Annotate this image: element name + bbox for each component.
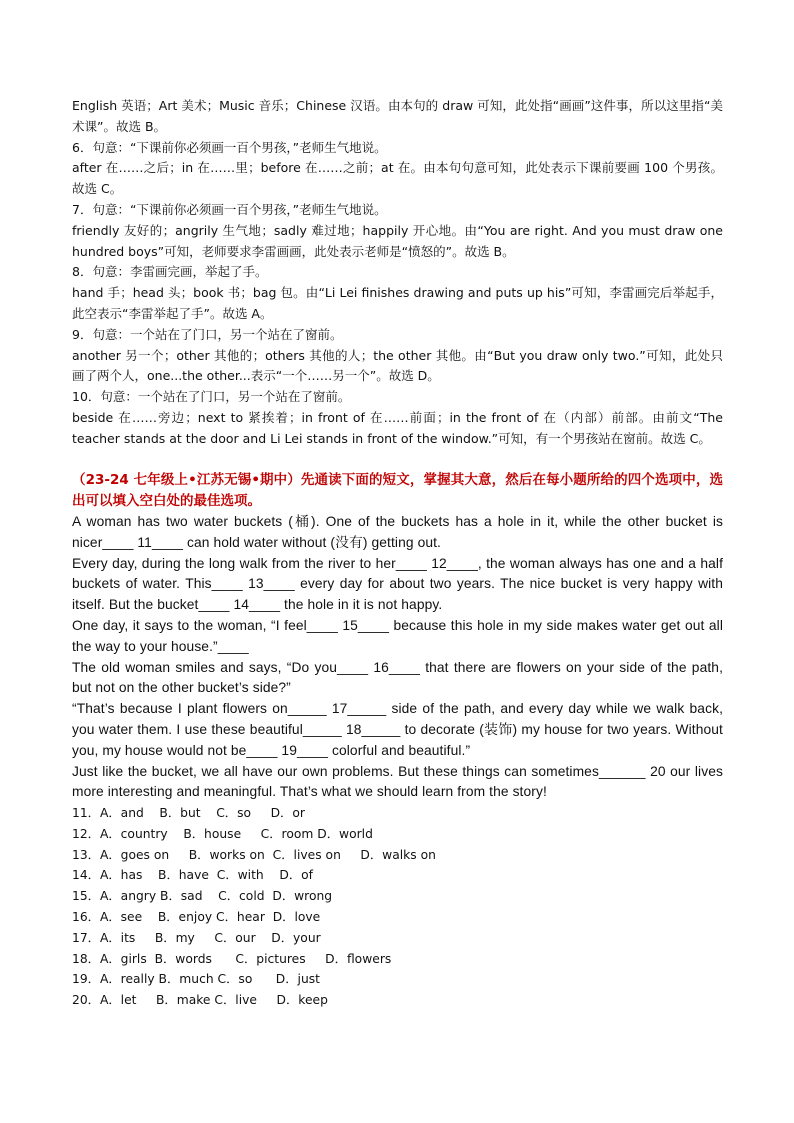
option-row: 20．A．let B．make C．live D．keep bbox=[72, 993, 328, 1008]
explanation-line: hand 手；head 头；book 书；bag 包。由“Li Lei finishes drawing and puts up his”可知，李雷画完后举起手，此空表示“李雷举起了手”。故选 A。 bbox=[72, 285, 723, 321]
option-row: 12．A．country B．house C．room D．world bbox=[72, 826, 373, 841]
passage-paragraph: Every day, during the long walk from the river to her____ 12____, the woman always has one and a half buckets of water. This____ 13____ every day for about two years. The nice bucket is very happy with itself. But the bucket____ 14____ the hole in it is not happy. bbox=[72, 555, 723, 613]
explanation-line: 9．句意：一个站在了门口，另一个站在了窗前。 bbox=[72, 326, 343, 342]
explanation-line: beside 在……旁边；next to 紧挨着；in front of 在……前面；in the front of 在（内部）前部。由前文“The teacher stands at the door and Li Lei stands in front of the window.”可知，有一个男孩站在窗前。故选 C。 bbox=[72, 409, 723, 446]
option-row: 19．A．really B．much C．so D．just bbox=[72, 972, 320, 987]
explanation-line: English 英语；Art 美术；Music 音乐；Chinese 汉语。由本句的 draw 可知，此处指“画画”这件事，所以这里指“美术课”。故选 B。 bbox=[72, 98, 723, 134]
explanation-line: 7．句意：“下课前你必须画一百个男孩，”老师生气地说。 bbox=[72, 201, 387, 217]
option-row: 16．A．see B．enjoy C．hear D．love bbox=[72, 909, 321, 924]
explanation-line: friendly 友好的；angrily 生气地；sadly 难过地；happily 开心地。由“You are right. And you must draw one hundred boys”可知，老师要求李雷画画，此处表示老师是“愤怒的”。故选 B。 bbox=[72, 222, 723, 259]
explanation-line: another 另一个；other 其他的；others 其他的人；the other 其他。由“But you draw only two.”可知，此处只画了两个人，one...the other...表示“一个……另一个”。故选 D。 bbox=[72, 347, 723, 384]
passage-paragraph: A woman has two water buckets (桶). One of the buckets has a hole in it, while the other bucket is nicer____ 11____ can hold water without (没有) getting out. bbox=[72, 514, 723, 550]
option-row: 18．A．girls B．words C．pictures D．flowers bbox=[72, 951, 392, 966]
option-row: 17．A．its B．my C．our D．your bbox=[72, 930, 321, 945]
answer-explanations bbox=[72, 96, 723, 450]
option-row: 15．A．angry B．sad C．cold D．wrong bbox=[72, 889, 333, 904]
option-row: 11．A．and B．but C．so D．or bbox=[72, 806, 305, 820]
option-row: 14．A．has B．have C．with D．of bbox=[72, 868, 313, 883]
cloze-passage bbox=[72, 512, 723, 803]
passage-paragraph: Just like the bucket, we all have our own problems. But these things can sometimes______ 20 our lives more interesting and meaningful. That’s what we should learn from the story! bbox=[72, 763, 723, 800]
passage-paragraph: “That’s because I plant flowers on_____ 17_____ side of the path, and every day while we walk back, you water them. I use these beautiful_____ 18_____ to decorate (装饰) my house for two years. Without you, my house would not be____ 19____ colorful and beautiful.” bbox=[72, 701, 723, 758]
explanation-line: after 在……之后；in 在……里；before 在……之前；at 在。由本句句意可知，此处表示下课前要画 100 个男孩。故选 C。 bbox=[72, 160, 723, 197]
explanation-line: 10．句意：一个站在了门口，另一个站在了窗前。 bbox=[72, 389, 351, 405]
passage-paragraph: The old woman smiles and says, “Do you____ 16____ that there are flowers on your side of the path, but not on the other bucket’s side?” bbox=[72, 659, 723, 696]
option-row: 13．A．goes on B．works on C．lives on D．walks on bbox=[72, 847, 436, 862]
explanation-line: 8．句意：李雷画完画，举起了手。 bbox=[72, 264, 268, 280]
explanation-line: 6．句意：“下课前你必须画一百个男孩，”老师生气地说。 bbox=[72, 139, 387, 155]
answer-options bbox=[72, 803, 723, 1011]
section-heading: （23-24 七年级上•江苏无锡•期中）先通读下面的短文，掌握其大意，然后在每小题所给的四个选项中，选出可以填入空白处的最佳选项。 bbox=[72, 472, 723, 509]
passage-paragraph: One day, it says to the woman, “I feel____ 15____ because this hole in my side makes water get out all the way to your house.”____ bbox=[72, 617, 723, 654]
